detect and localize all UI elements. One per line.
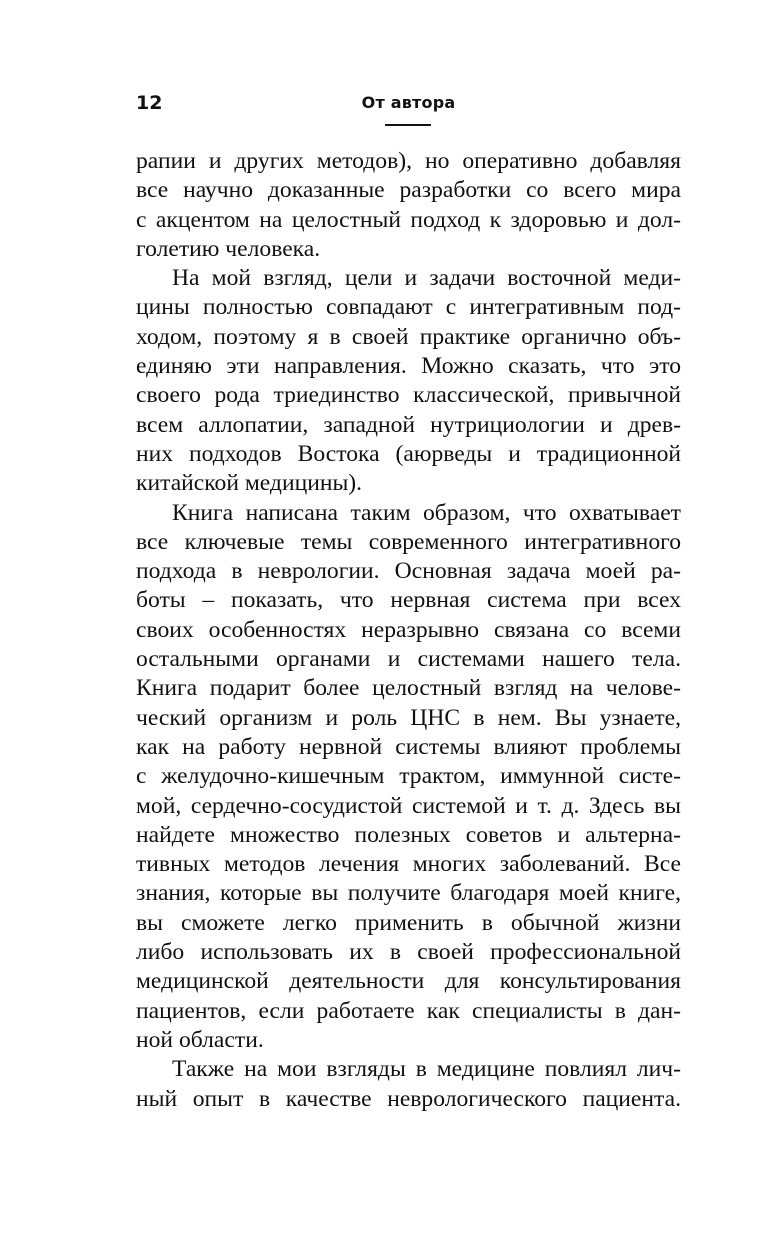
text-line: Книга написана таким образом, что охватывает [172, 499, 681, 526]
text-line: все научно доказанные разработки со всего мира [136, 177, 681, 204]
text-line: вы сможете легко применить в обычной жизни [136, 909, 681, 936]
text-line: либо использовать их в своей профессиональной [136, 939, 681, 966]
text-line: тивных методов лечения многих заболеваний. Все [136, 851, 681, 878]
body-text [136, 147, 681, 1114]
page-header [136, 92, 681, 132]
text-line: единяю эти направления. Можно сказать, что это [136, 353, 681, 380]
text-line: ной области. [136, 1026, 264, 1053]
running-title: От автора [361, 93, 456, 112]
paragraph [136, 499, 681, 1056]
text-line: Книга подарит более целостный взгляд на челове- [136, 675, 681, 702]
text-line: Также на мои взгляды в медицине повлиял лич- [172, 1056, 681, 1083]
text-line: мой, сердечно-сосудистой системой и т. д. Здесь вы [136, 792, 681, 819]
text-line: цины полностью совпадают с интегративным под- [136, 294, 681, 321]
text-line: своего рода триединство классической, привычной [136, 382, 681, 409]
text-line: с акцентом на целостный подход к здоровью и дол- [136, 206, 681, 233]
text-line: найдете множество полезных советов и альтерна- [136, 821, 681, 848]
text-line: все ключевые темы современного интегративного [136, 528, 681, 555]
text-line: медицинской деятельности для консультирования [136, 968, 681, 995]
text-line: боты – показать, что нервная система при всех [136, 587, 681, 614]
text-line: как на работу нервной системы влияют проблемы [136, 733, 681, 760]
text-line: китайской медицины). [136, 470, 363, 497]
title-underline [385, 124, 431, 126]
paragraph [136, 147, 681, 264]
text-line: с желудочно-кишечным трактом, иммунной систе- [136, 763, 681, 790]
text-line: ный опыт в качестве неврологического пациента. [136, 1085, 681, 1112]
text-line: ходом, поэтому я в своей практике органично объ- [136, 323, 681, 350]
text-line: своих особенностях неразрывно связана со всеми [136, 616, 681, 643]
text-line: пациентов, если работаете как специалисты в дан- [136, 997, 681, 1024]
paragraph [136, 264, 681, 498]
page-number: 12 [136, 92, 163, 114]
text-line: знания, которые вы получите благодаря моей книге, [136, 880, 681, 907]
text-line: голетию человека. [136, 235, 321, 262]
text-line: них подходов Востока (аюрведы и традиционной [136, 440, 681, 467]
text-line: всем аллопатии, западной нутрициологии и древ- [136, 411, 681, 438]
text-line: ческий организм и роль ЦНС в нем. Вы узнаете, [136, 704, 681, 731]
text-line: рапии и других методов), но оперативно добавляя [136, 148, 681, 174]
text-line: На мой взгляд, цели и задачи восточной меди- [172, 265, 681, 292]
text-line: подхода в неврологии. Основная задача моей ра- [136, 558, 681, 585]
paragraph [136, 1055, 681, 1114]
text-line: остальными органами и системами нашего тела. [136, 646, 681, 673]
